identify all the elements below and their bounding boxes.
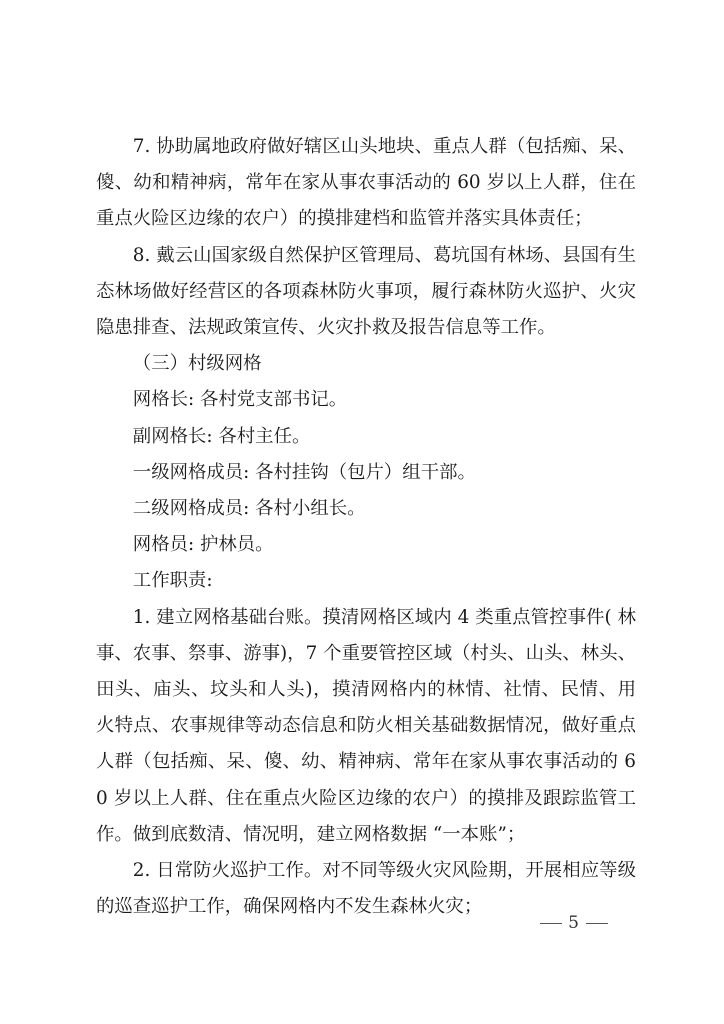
footer-dash-right (586, 923, 608, 924)
first-level-members-line: 一级网格成员: 各村挂钩（包片）组干部。 (132, 461, 476, 483)
grid-leader-line: 网格长: 各村党支部书记。 (132, 389, 348, 411)
deputy-grid-leader-line: 副网格长: 各村主任。 (132, 425, 311, 447)
section-heading-village-grid: （三）村级网格 (132, 353, 262, 375)
page-footer (534, 913, 614, 933)
grid-staff-line: 网格员: 护林员。 (132, 534, 274, 556)
duty-item-2: 2. 日常防火巡护工作。对不同等级火灾风险期，开展相应等级的巡查巡护工作，确保网格内不发生森林火灾； (96, 860, 636, 918)
duties-heading: 工作职责: (132, 570, 213, 592)
paragraph-item-8: 8. 戴云山国家级自然保护区管理局、葛坑国有林场、县国有生态林场做好经营区的各项森林防火事项，履行森林防火巡护、火灾隐患排查、法规政策宣传、火灾扑救及报告信息等工作。 (96, 244, 636, 339)
document-body (96, 129, 636, 925)
paragraph-item-7: 7. 协助属地政府做好辖区山头地块、重点人群（包括痴、呆、傻、幼和精神病，常年在家从事农事活动的 60 岁以上人群，住在重点火险区边缘的农户）的摸排建档和监管并落实具体责任； (96, 136, 636, 230)
page-number: 5 (568, 913, 580, 933)
footer-dash-left (540, 923, 562, 924)
duty-item-1: 1. 建立网格基础台账。摸清网格区域内 4 类重点管控事件( 林事、农事、祭事、游事)，7 个重要管控区域（村头、山头、林头、田头、庙头、坟头和人头)，摸清网格内的林情、社情、民情、用火特点、农事规律等动态信息和防火相关基础数据情况，做好重点人群（包括痴、呆、傻、幼、精神病、常年在家从事农事活动的 60 岁以上人群、住在重点火险区边缘的农户）的摸排及跟踪监管工作。做到底数清、情况明，建立网格数据 “一本账”； (96, 606, 636, 845)
second-level-members-line: 二级网格成员: 各村小组长。 (132, 498, 366, 520)
